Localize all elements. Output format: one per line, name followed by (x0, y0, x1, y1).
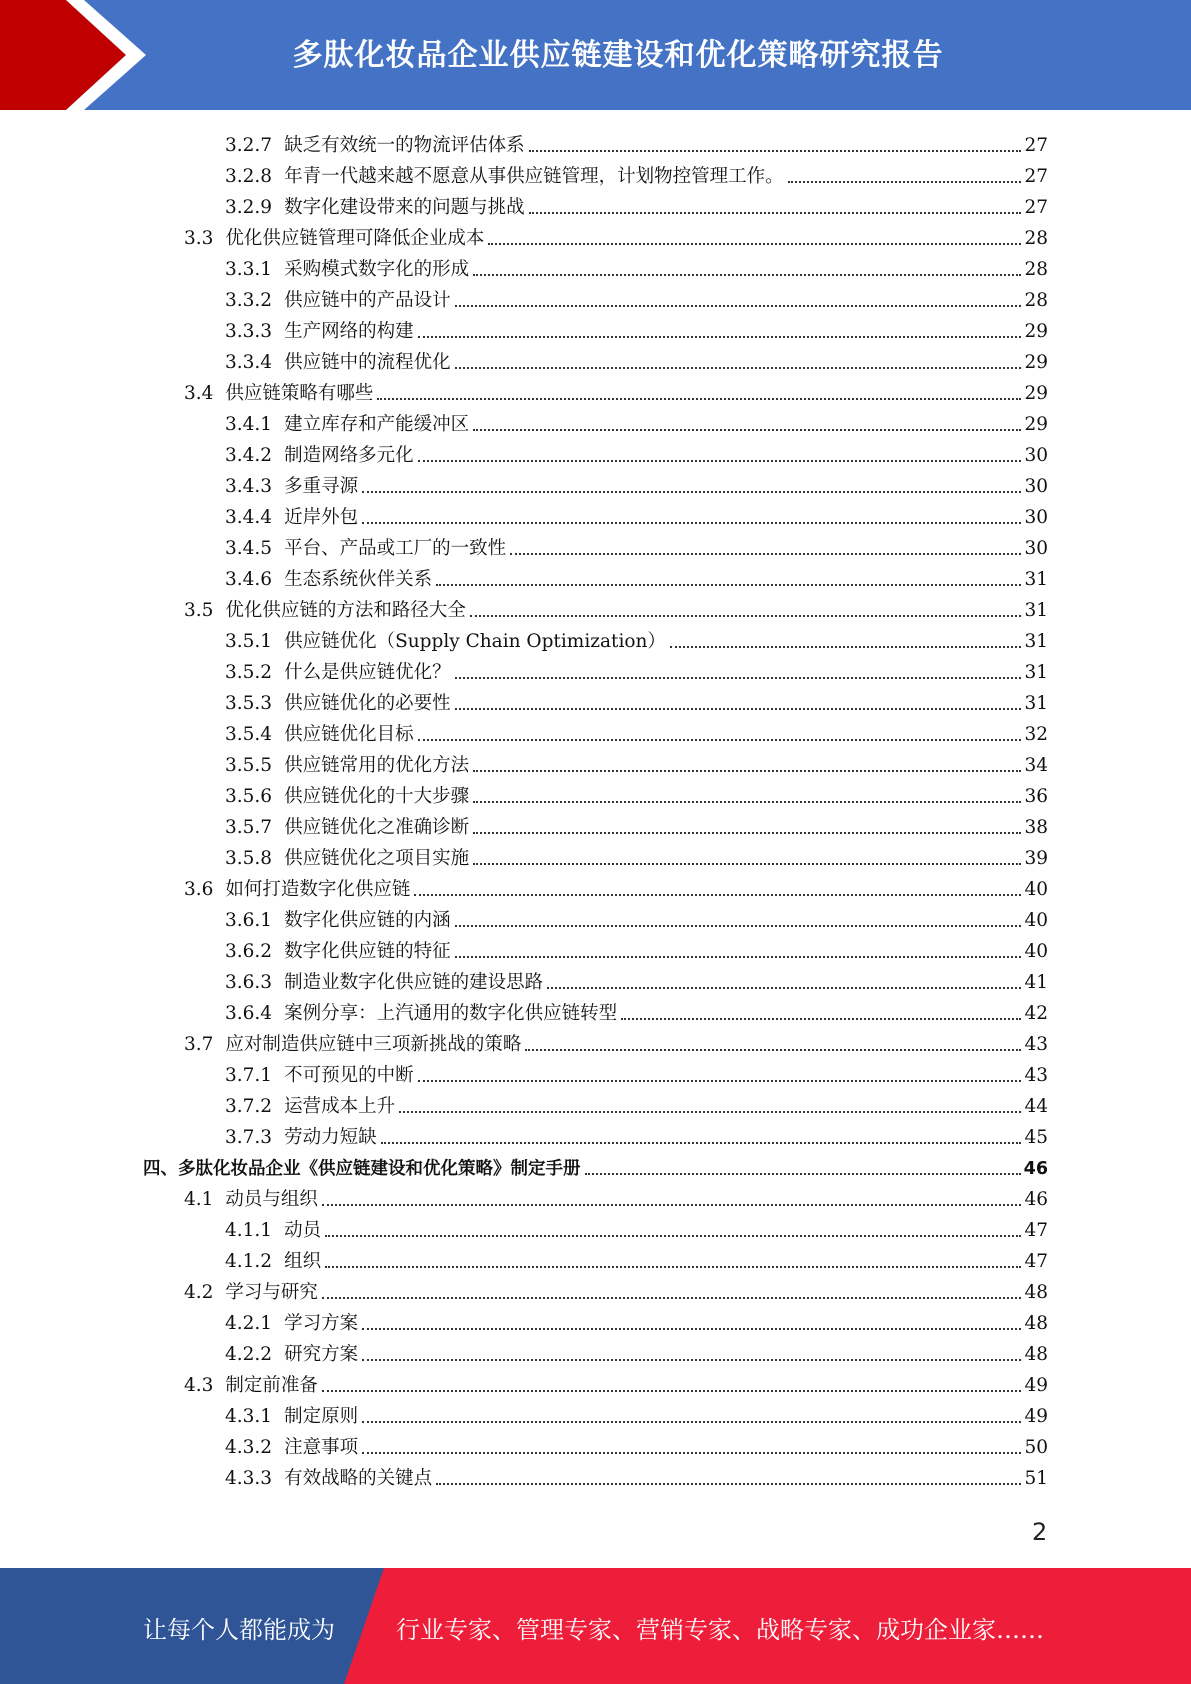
toc-entry[interactable] (225, 1429, 1048, 1460)
toc-dot-leader (322, 1204, 1022, 1206)
toc-entry-page: 28 (1024, 290, 1048, 311)
toc-entry-number: 3.3.3 (225, 321, 273, 342)
toc-entry-title: 供应链常用的优化方法 (284, 755, 470, 776)
toc-dot-leader (362, 1359, 1021, 1361)
toc-entry-page: 34 (1024, 755, 1048, 776)
toc-entry-number: 3.3 (184, 228, 214, 249)
toc-entry-page: 41 (1024, 972, 1048, 993)
toc-entry-title: 劳动力短缺 (284, 1127, 377, 1148)
toc-entry[interactable] (225, 716, 1048, 747)
toc-entry-page: 47 (1024, 1251, 1048, 1272)
toc-entry-title: 如何打造数字化供应链 (225, 879, 411, 900)
toc-entry-title: 采购模式数字化的形成 (284, 259, 470, 280)
toc-entry-title: 多肽化妆品企业《供应链建设和优化策略》制定手册 (178, 1159, 581, 1179)
toc-entry-number: 3.3.4 (225, 352, 273, 373)
toc-entry[interactable] (225, 809, 1048, 840)
toc-entry[interactable] (225, 1398, 1048, 1429)
toc-entry-title: 注意事项 (284, 1437, 359, 1458)
toc-entry-number: 3.6.2 (225, 941, 273, 962)
toc-entry[interactable] (225, 685, 1048, 716)
toc-entry-title: 供应链优化（Supply Chain Optimization） (284, 631, 666, 652)
toc-entry[interactable] (184, 1367, 1048, 1398)
toc-entry-title: 供应链中的产品设计 (284, 290, 451, 311)
toc-entry[interactable] (184, 1274, 1048, 1305)
toc-dot-leader (414, 894, 1021, 896)
toc-entry-page: 28 (1024, 259, 1048, 280)
toc-entry[interactable] (225, 189, 1048, 220)
toc-entry[interactable] (225, 127, 1048, 158)
toc-entry-number: 3.6 (184, 879, 214, 900)
toc-dot-leader (473, 832, 1021, 834)
toc-dot-leader (399, 1111, 1021, 1113)
toc-dot-leader (418, 739, 1022, 741)
toc-entry[interactable] (225, 778, 1048, 809)
header-arrow-decoration (0, 0, 160, 110)
toc-dot-leader (510, 553, 1021, 555)
page-footer (0, 1568, 1191, 1684)
toc-entry-page: 32 (1024, 724, 1048, 745)
toc-entry-page: 40 (1024, 910, 1048, 931)
toc-dot-leader (473, 801, 1021, 803)
toc-entry-number: 3.7.3 (225, 1127, 273, 1148)
toc-dot-leader (455, 956, 1022, 958)
toc-entry-page: 31 (1024, 600, 1048, 621)
toc-entry-title: 运营成本上升 (284, 1096, 396, 1117)
toc-entry-number: 3.4.1 (225, 414, 273, 435)
toc-entry-page: 31 (1024, 662, 1048, 683)
footer-slogan-right: 行业专家、管理专家、营销专家、战略专家、成功企业家…… (396, 1616, 1044, 1644)
toc-dot-leader (322, 1297, 1022, 1299)
toc-entry-title: 学习与研究 (225, 1282, 318, 1303)
toc-dot-leader (788, 181, 1022, 183)
toc-dot-leader (473, 274, 1021, 276)
toc-entry-number: 3.2.7 (225, 135, 273, 156)
toc-entry-page: 29 (1024, 321, 1048, 342)
toc-entry-page: 42 (1024, 1003, 1048, 1024)
toc-entry-number: 4.2 (184, 1282, 214, 1303)
toc-dot-leader (362, 1328, 1021, 1330)
toc-entry[interactable] (225, 344, 1048, 375)
toc-entry[interactable] (225, 437, 1048, 468)
toc-entry[interactable] (225, 561, 1048, 592)
toc-entry-number: 3.7 (184, 1034, 214, 1055)
toc-entry-number: 3.3.2 (225, 290, 273, 311)
toc-entry[interactable] (225, 530, 1048, 561)
page-number: 2 (1032, 1518, 1048, 1546)
toc-entry-title: 制定前准备 (225, 1375, 318, 1396)
toc-entry-number: 3.4 (184, 383, 214, 404)
toc-entry-page: 27 (1024, 166, 1048, 187)
toc-entry-title: 有效战略的关键点 (284, 1468, 433, 1489)
toc-entry-title: 什么是供应链优化？ (284, 662, 451, 683)
toc-entry-title: 供应链中的流程优化 (284, 352, 451, 373)
toc-entry[interactable] (225, 654, 1048, 685)
toc-dot-leader (585, 1173, 1021, 1175)
toc-entry-page: 38 (1024, 817, 1048, 838)
page-header (0, 0, 1191, 110)
toc-entry[interactable] (225, 1057, 1048, 1088)
toc-entry[interactable] (184, 1026, 1048, 1057)
toc-entry-title: 组织 (284, 1251, 322, 1272)
toc-entry[interactable] (143, 1150, 1048, 1181)
toc-entry-number: 3.2.9 (225, 197, 273, 218)
toc-entry-page: 45 (1024, 1127, 1048, 1148)
toc-entry-title: 学习方案 (284, 1313, 359, 1334)
toc-dot-leader (455, 305, 1022, 307)
toc-entry[interactable] (225, 964, 1048, 995)
toc-dot-leader (547, 987, 1021, 989)
toc-dot-leader (362, 1421, 1021, 1423)
toc-entry[interactable] (225, 995, 1048, 1026)
toc-entry-title: 制造网络多元化 (284, 445, 414, 466)
toc-dot-leader (418, 1080, 1022, 1082)
toc-entry[interactable] (225, 1119, 1048, 1150)
toc-entry-number: 3.4.5 (225, 538, 273, 559)
toc-entry-page: 29 (1024, 383, 1048, 404)
toc-entry-title: 数字化建设带来的问题与挑战 (284, 197, 525, 218)
toc-dot-leader (525, 1049, 1021, 1051)
toc-entry-page: 30 (1024, 507, 1048, 528)
toc-entry-page: 39 (1024, 848, 1048, 869)
toc-entry[interactable] (225, 902, 1048, 933)
toc-dot-leader (455, 677, 1022, 679)
toc-entry-number: 3.2.8 (225, 166, 273, 187)
toc-entry-page: 43 (1024, 1065, 1048, 1086)
toc-entry-page: 29 (1024, 414, 1048, 435)
toc-entry[interactable] (184, 375, 1048, 406)
toc-dot-leader (362, 1452, 1021, 1454)
toc-entry[interactable] (184, 220, 1048, 251)
toc-entry-number: 3.4.3 (225, 476, 273, 497)
toc-entry-number: 3.7.2 (225, 1096, 273, 1117)
toc-entry-title: 年青一代越来越不愿意从事供应链管理，计划物控管理工作。 (284, 166, 784, 187)
toc-entry-title: 供应链优化之准确诊断 (284, 817, 470, 838)
toc-entry[interactable] (225, 499, 1048, 530)
toc-dot-leader (418, 460, 1022, 462)
toc-entry-page: 46 (1023, 1159, 1048, 1179)
toc-entry-number: 4.1.2 (225, 1251, 273, 1272)
toc-entry-number: 3.6.4 (225, 1003, 273, 1024)
toc-entry-number: 4.3.2 (225, 1437, 273, 1458)
toc-entry-number: 3.5 (184, 600, 214, 621)
toc-entry[interactable] (184, 871, 1048, 902)
toc-entry-number: 四、 (143, 1159, 178, 1179)
toc-entry[interactable] (225, 251, 1048, 282)
toc-entry[interactable] (225, 1212, 1048, 1243)
toc-dot-leader (322, 1390, 1022, 1392)
toc-dot-leader (473, 429, 1021, 431)
toc-entry-page: 36 (1024, 786, 1048, 807)
toc-dot-leader (529, 212, 1022, 214)
toc-entry-page: 48 (1024, 1344, 1048, 1365)
toc-entry-page: 31 (1024, 631, 1048, 652)
toc-entry-number: 4.1 (184, 1189, 214, 1210)
toc-dot-leader (470, 615, 1022, 617)
toc-entry-number: 3.4.6 (225, 569, 273, 590)
toc-entry-title: 数字化供应链的特征 (284, 941, 451, 962)
toc-entry-title: 平台、产品或工厂的一致性 (284, 538, 507, 559)
toc-entry-title: 数字化供应链的内涵 (284, 910, 451, 931)
toc-entry-number: 4.3.3 (225, 1468, 273, 1489)
toc-entry-title: 案例分享：上汽通用的数字化供应链转型 (284, 1003, 618, 1024)
toc-entry[interactable] (225, 1243, 1048, 1274)
toc-entry-title: 供应链优化之项目实施 (284, 848, 470, 869)
toc-entry-title: 供应链优化的十大步骤 (284, 786, 470, 807)
toc-entry-page: 31 (1024, 569, 1048, 590)
toc-entry-page: 43 (1024, 1034, 1048, 1055)
toc-entry-number: 4.2.2 (225, 1344, 273, 1365)
toc-entry[interactable] (225, 623, 1048, 654)
toc-entry-title: 近岸外包 (284, 507, 359, 528)
toc-entry-title: 应对制造供应链中三项新挑战的策略 (225, 1034, 522, 1055)
toc-entry-page: 51 (1024, 1468, 1048, 1489)
toc-entry[interactable] (225, 1460, 1048, 1491)
toc-entry-page: 44 (1024, 1096, 1048, 1117)
toc-entry[interactable] (184, 1181, 1048, 1212)
toc-dot-leader (325, 1266, 1021, 1268)
toc-entry-page: 40 (1024, 941, 1048, 962)
toc-entry-number: 3.5.3 (225, 693, 273, 714)
toc-entry[interactable] (225, 158, 1048, 189)
toc-entry-title: 供应链策略有哪些 (225, 383, 374, 404)
toc-entry[interactable] (225, 1305, 1048, 1336)
toc-entry-page: 49 (1024, 1375, 1048, 1396)
toc-entry-number: 3.4.2 (225, 445, 273, 466)
toc-entry-title: 研究方案 (284, 1344, 359, 1365)
footer-slogan-left: 让每个人都能成为 (143, 1616, 335, 1644)
toc-entry-page: 29 (1024, 352, 1048, 373)
toc-entry-page: 48 (1024, 1313, 1048, 1334)
toc-entry-number: 3.6.1 (225, 910, 273, 931)
toc-entry-number: 3.5.7 (225, 817, 273, 838)
toc-entry-title: 生态系统伙伴关系 (284, 569, 433, 590)
toc-entry-page: 27 (1024, 135, 1048, 156)
toc-entry-title: 缺乏有效统一的物流评估体系 (284, 135, 525, 156)
toc-entry-number: 3.5.6 (225, 786, 273, 807)
toc-entry-title: 生产网络的构建 (284, 321, 414, 342)
toc-dot-leader (621, 1018, 1021, 1020)
toc-entry-number: 3.5.4 (225, 724, 273, 745)
toc-dot-leader (455, 925, 1022, 927)
toc-entry-title: 动员与组织 (225, 1189, 318, 1210)
toc-entry[interactable] (225, 1088, 1048, 1119)
toc-dot-leader (488, 243, 1021, 245)
toc-entry-page: 30 (1024, 476, 1048, 497)
toc-dot-leader (381, 1142, 1022, 1144)
toc-entry-page: 48 (1024, 1282, 1048, 1303)
toc-entry-title: 供应链优化目标 (284, 724, 414, 745)
toc-entry-number: 3.5.2 (225, 662, 273, 683)
toc-entry-page: 50 (1024, 1437, 1048, 1458)
toc-entry[interactable] (225, 313, 1048, 344)
toc-entry-number: 3.6.3 (225, 972, 273, 993)
toc-dot-leader (455, 708, 1022, 710)
toc-entry-title: 优化供应链的方法和路径大全 (225, 600, 466, 621)
toc-entry[interactable] (225, 933, 1048, 964)
toc-dot-leader (455, 367, 1022, 369)
toc-entry-number: 4.1.1 (225, 1220, 273, 1241)
toc-entry-number: 3.5.1 (225, 631, 273, 652)
toc-entry-number: 4.3 (184, 1375, 214, 1396)
toc-entry-page: 49 (1024, 1406, 1048, 1427)
toc-dot-leader (362, 522, 1021, 524)
toc-entry-number: 3.3.1 (225, 259, 273, 280)
toc-entry-title: 供应链优化的必要性 (284, 693, 451, 714)
toc-dot-leader (529, 150, 1022, 152)
toc-dot-leader (325, 1235, 1021, 1237)
toc-dot-leader (473, 863, 1021, 865)
toc-entry[interactable] (225, 468, 1048, 499)
toc-entry-page: 47 (1024, 1220, 1048, 1241)
toc-entry-title: 动员 (284, 1220, 322, 1241)
toc-entry-number: 3.7.1 (225, 1065, 273, 1086)
toc-dot-leader (670, 646, 1022, 648)
toc-entry-page: 28 (1024, 228, 1048, 249)
toc-entry[interactable] (225, 840, 1048, 871)
toc-entry-title: 优化供应链管理可降低企业成本 (225, 228, 485, 249)
toc-entry[interactable] (225, 1336, 1048, 1367)
toc-entry-title: 不可预见的中断 (284, 1065, 414, 1086)
toc-entry-page: 31 (1024, 693, 1048, 714)
toc-entry-page: 46 (1024, 1189, 1048, 1210)
toc-entry-page: 40 (1024, 879, 1048, 900)
toc-entry-number: 3.4.4 (225, 507, 273, 528)
toc-dot-leader (418, 336, 1022, 338)
toc-dot-leader (362, 491, 1021, 493)
toc-entry-number: 4.2.1 (225, 1313, 273, 1334)
toc-entry[interactable] (225, 406, 1048, 437)
toc-entry-page: 27 (1024, 197, 1048, 218)
toc-entry-title: 多重寻源 (284, 476, 359, 497)
toc-entry-title: 建立库存和产能缓冲区 (284, 414, 470, 435)
toc-dot-leader (377, 398, 1021, 400)
report-title: 多肽化妆品企业供应链建设和优化策略研究报告 (292, 38, 944, 73)
toc-entry-title: 制造业数字化供应链的建设思路 (284, 972, 544, 993)
toc-entry-title: 制定原则 (284, 1406, 359, 1427)
toc-entry[interactable] (225, 282, 1048, 313)
toc-entry-page: 30 (1024, 538, 1048, 559)
toc-entry-page: 30 (1024, 445, 1048, 466)
toc-entry-number: 3.5.5 (225, 755, 273, 776)
toc-entry[interactable] (184, 592, 1048, 623)
toc-entry[interactable] (225, 747, 1048, 778)
toc-dot-leader (436, 1483, 1021, 1485)
toc-entry-number: 4.3.1 (225, 1406, 273, 1427)
toc-entry-number: 3.5.8 (225, 848, 273, 869)
toc-dot-leader (473, 770, 1021, 772)
toc-dot-leader (436, 584, 1021, 586)
